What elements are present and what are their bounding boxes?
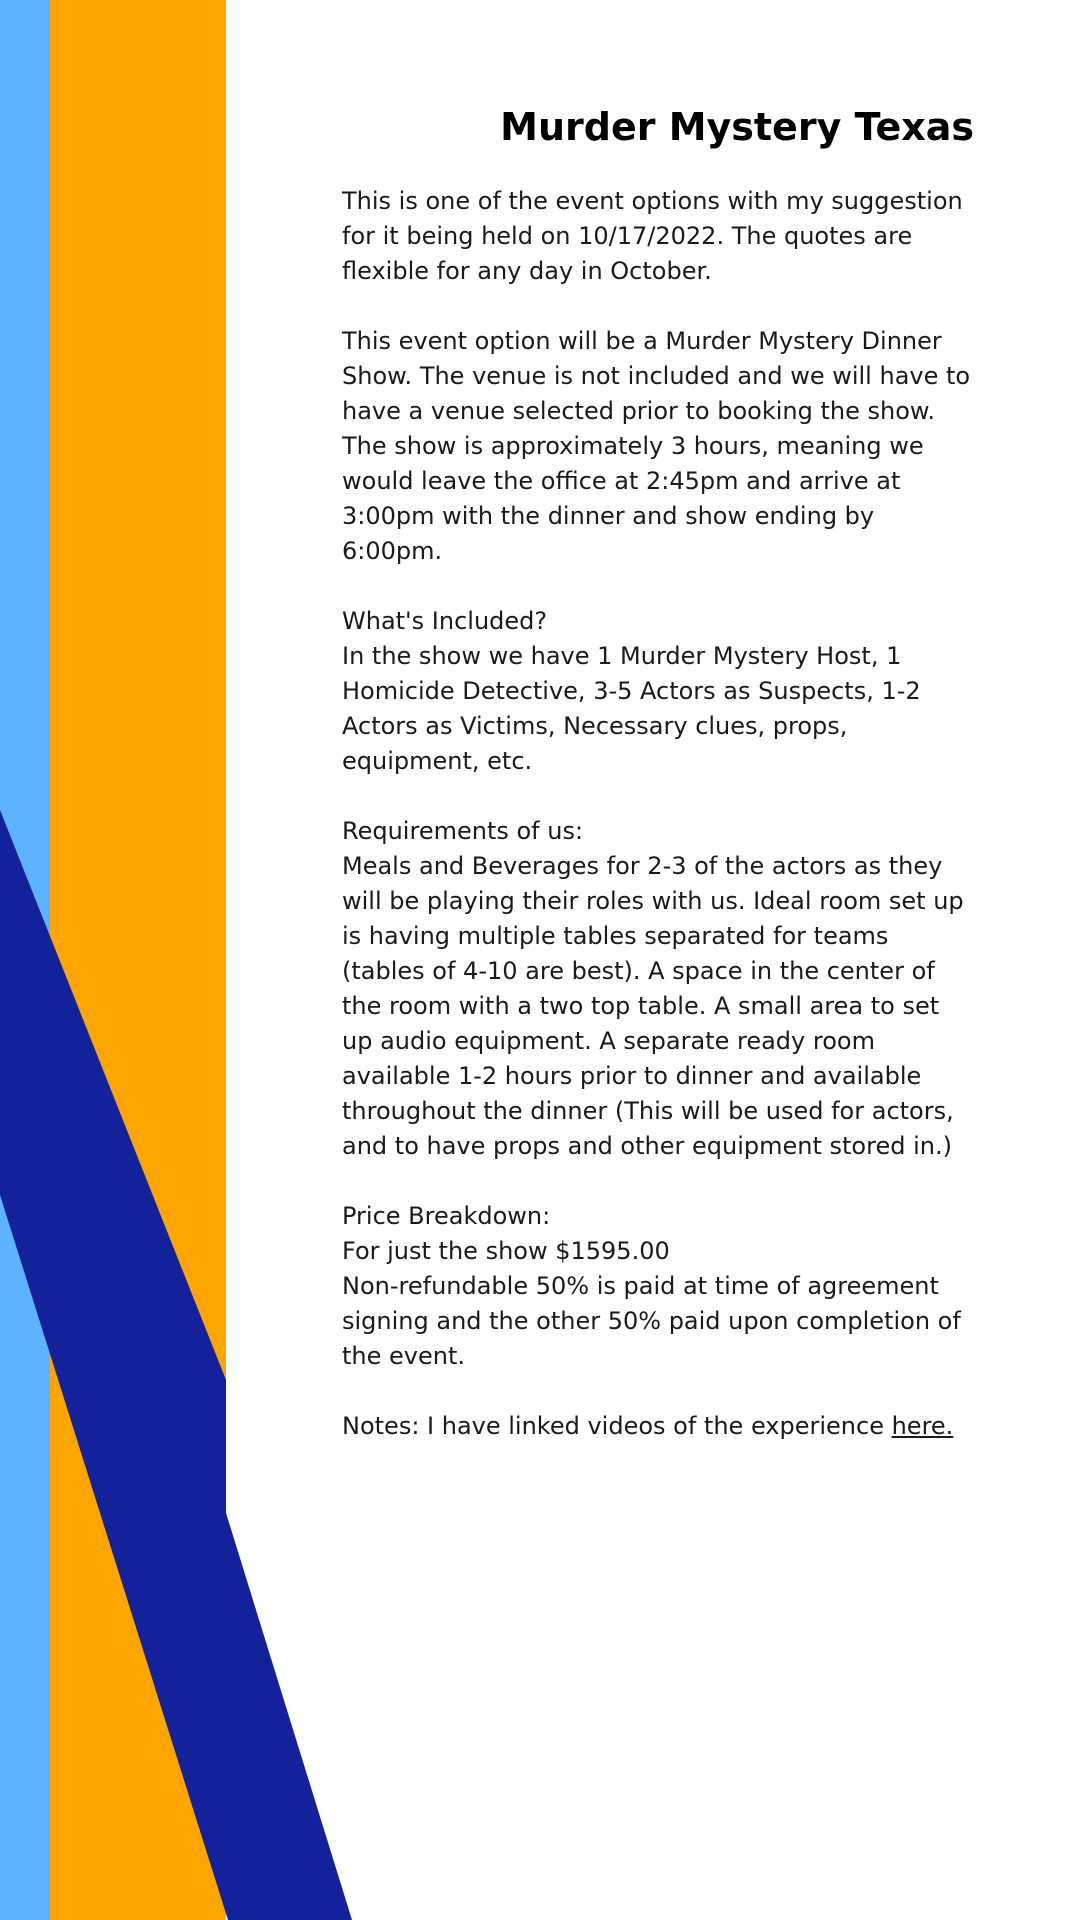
included-section [342,604,974,779]
notes-paragraph [342,1409,974,1444]
payment-terms: Non-refundable 50% is paid at time of agreement signing and the other 50% paid upon completion of the event. [342,1272,961,1370]
included-body: In the show we have 1 Murder Mystery Host, 1 Homicide Detective, 3-5 Actors as Suspects, 1-2 Actors as Victims, Necessary clues, props, equipment, etc. [342,642,921,775]
page-title: Murder Mystery Texas [500,105,974,149]
price-heading: Price Breakdown: [342,1202,551,1230]
intro-paragraph: This is one of the event options with my suggestion for it being held on 10/17/2022. The quotes are flexible for any day in October. [342,187,963,285]
price-section [342,1199,974,1374]
show-price: For just the show $1595.00 [342,1237,670,1265]
requirements-heading: Requirements of us: [342,817,584,845]
notes-text: Notes: I have linked videos of the experience [342,1412,892,1440]
included-heading: What's Included? [342,607,548,635]
videos-link[interactable]: here. [891,1412,954,1440]
requirements-body: Meals and Beverages for 2-3 of the actors as they will be playing their roles with us. Ideal room set up is having multiple tables separated for teams (tables of 4-10 are best). A space in the center of the room with a two top table. A small area to set up audio equipment. A separate ready room available 1-2 hours prior to dinner and available throughout the dinner (This will be used for actors, and to have props and other equipment stored in.) [342,852,964,1160]
description-paragraph: This event option will be a Murder Mystery Dinner Show. The venue is not included and we will have to have a venue selected prior to booking the show. The show is approximately 3 hours, meaning we would leave the office at 2:45pm and arrive at 3:00pm with the dinner and show ending by 6:00pm. [342,327,971,565]
document-body [342,100,974,1479]
requirements-section [342,814,974,1164]
